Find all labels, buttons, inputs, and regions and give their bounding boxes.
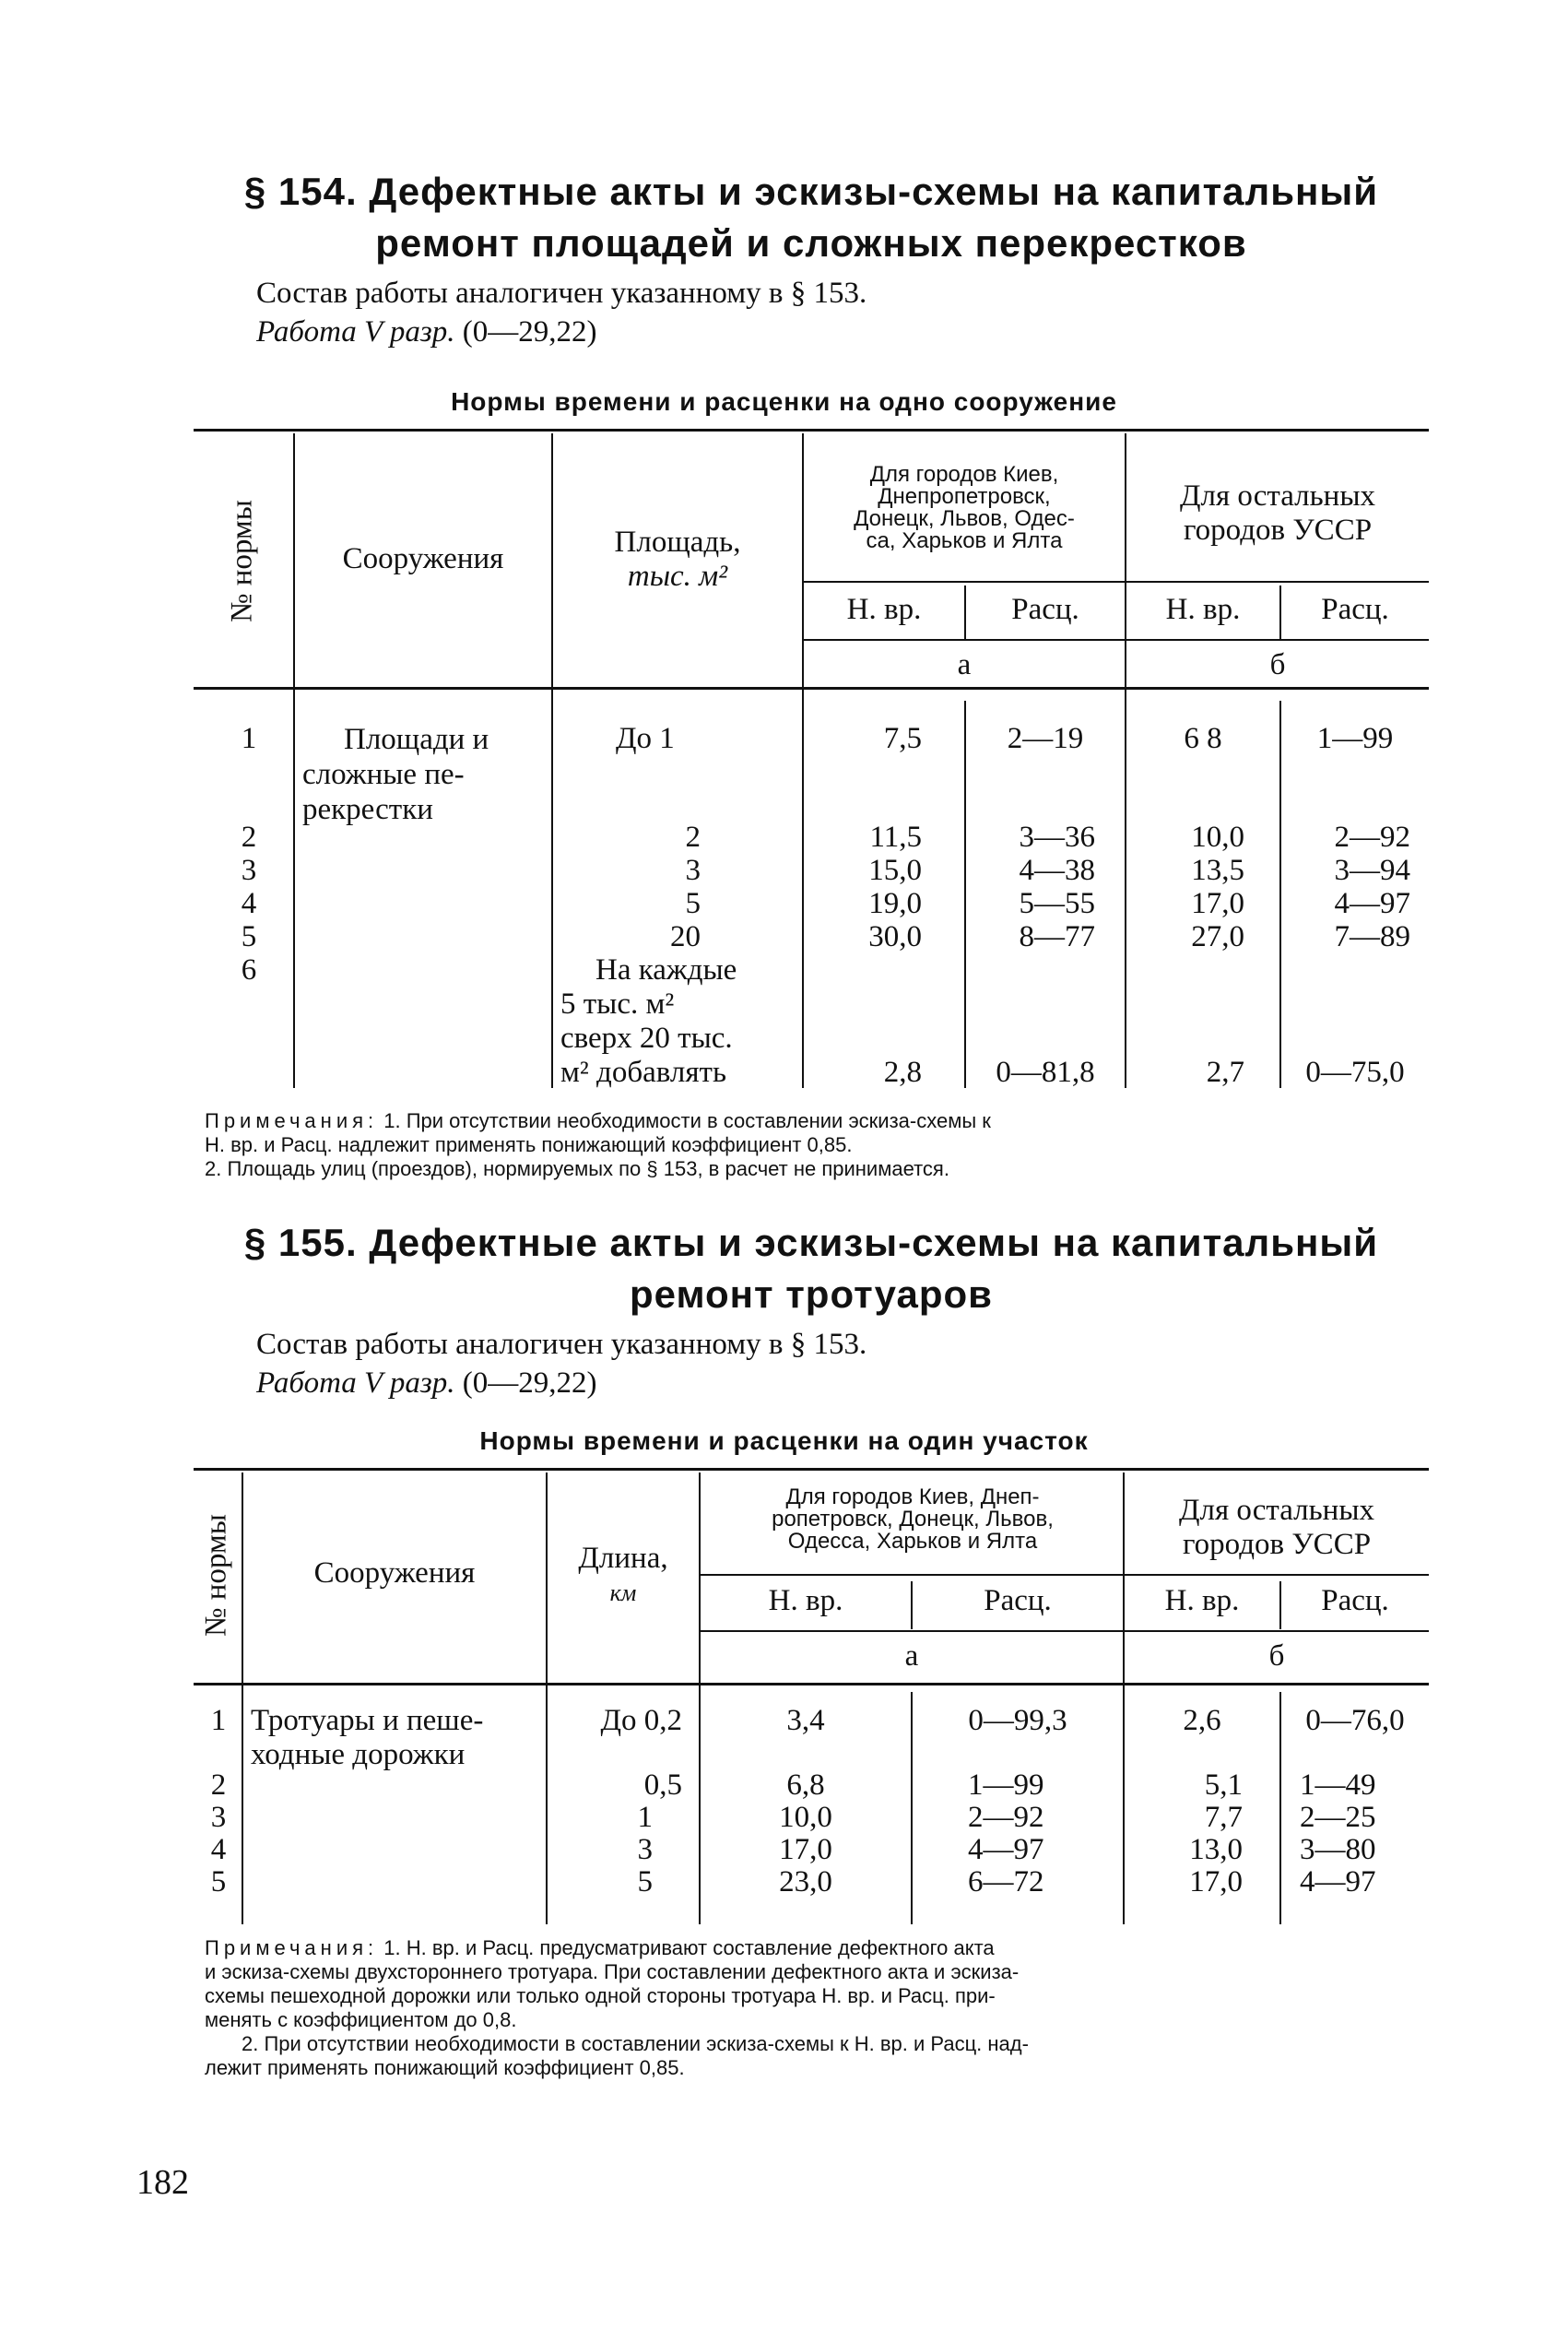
section-154-notes (205, 1109, 1431, 1181)
table-cell-b-rate: 1—49 (1300, 1768, 1376, 1802)
header-b-rate: Расц. (1321, 1584, 1389, 1617)
structure-line: Площади и (344, 723, 489, 756)
table-cell-length: 0,5 (643, 1768, 682, 1802)
page-number: 182 (136, 2163, 189, 2202)
work-rate: (0—29,22) (462, 315, 597, 349)
table-cell-b-time: 6 8 (1184, 722, 1222, 755)
header-b-time: Н. вр. (1165, 593, 1241, 626)
table-cell-a-time: 15,0 (868, 854, 922, 887)
group-b-line: Для остальных (1180, 479, 1375, 513)
group-a-line: Днепропетровск, (878, 484, 1051, 509)
table-155-caption: Нормы времени и расценки на один участок (479, 1426, 1089, 1455)
table-cell-b-rate: 7—89 (1334, 920, 1410, 953)
table-cell-a-time: 3,4 (786, 1704, 825, 1737)
area-line: сверх 20 тыс. (560, 1022, 733, 1055)
table-cell-b-rate: 4—97 (1300, 1865, 1376, 1898)
note-text: 1. Н. вр. и Расц. предусматривают составление дефектного акта (383, 1936, 995, 1959)
structure-line: ходные дорожки (251, 1738, 466, 1771)
notes-prefix: Примечания: (205, 1109, 379, 1132)
header-length (548, 1542, 699, 1610)
table-cell-a-time: 30,0 (868, 920, 922, 953)
header-a-rate: Расц. (984, 1584, 1052, 1617)
table-cell-b-time: 10,0 (1191, 821, 1244, 854)
table-cell-a-rate: 2—19 (1007, 722, 1084, 755)
table-cell-norm: 4 (241, 887, 257, 920)
table-cell-a-time: 17,0 (779, 1833, 832, 1866)
table-cell-area: 5 (685, 887, 701, 920)
group-a-line: ропетровск, Донецк, Львов, (772, 1507, 1054, 1532)
work-grade: Работа V разр. (256, 1366, 455, 1400)
table-cell-b-time: 2,7 (1206, 1056, 1244, 1089)
table-cell-area: 20 (670, 920, 701, 953)
table-cell-a-rate: 5—55 (1019, 887, 1095, 920)
table-cell-a-rate: 8—77 (1019, 920, 1095, 953)
note-line: 2. При отсутствии необходимости в составлении эскиза-схемы к Н. вр. и Расц. над- (242, 2032, 1029, 2055)
intro-text: Состав работы аналогичен указанному в § 153. (256, 277, 867, 310)
header-b-rate: Расц. (1321, 593, 1389, 626)
table-cell-b-rate: 0—76,0 (1305, 1704, 1405, 1737)
table-cell-b-time: 27,0 (1191, 920, 1244, 953)
table-cell-b-time: 17,0 (1189, 1865, 1243, 1898)
table-cell-length: 3 (637, 1833, 653, 1866)
header-structure: Сооружения (342, 542, 504, 575)
table-cell-a-rate: 2—92 (968, 1801, 1044, 1834)
note-line: схемы пешеходной дорожки или только одной стороны тротуара Н. вр. и Расц. при- (205, 1984, 996, 2007)
work-grade: Работа V разр. (256, 315, 455, 349)
header-col-a: а (957, 648, 972, 681)
table-cell-area: 2 (685, 821, 701, 854)
table-cell-a-time: 6,8 (786, 1768, 825, 1802)
table-154-caption: Нормы времени и расценки на одно сооружение (451, 387, 1117, 416)
table-cell-a-time: 7,5 (883, 722, 922, 755)
table-cell-length: До 0,2 (600, 1704, 682, 1737)
header-a-time: Н. вр. (846, 593, 922, 626)
table-cell-b-rate: 2—92 (1334, 821, 1410, 854)
table-cell-norm: 1 (241, 722, 257, 755)
table-cell-norm: 1 (210, 1704, 227, 1737)
structure-line: Тротуары и пеше- (251, 1704, 484, 1737)
section-154-title-line1: § 154. Дефектные акты и эскизы-схемы на капитальный (243, 170, 1379, 213)
section-155-title (212, 1217, 1410, 1320)
section-155-title-line2: ремонт тротуаров (630, 1272, 993, 1316)
structure-cell (302, 722, 549, 827)
table-cell-b-rate: 3—80 (1300, 1833, 1376, 1866)
group-b-line: Для остальных (1179, 1494, 1374, 1527)
group-a-line: Для городов Киев, (869, 462, 1059, 487)
table-cell-a-time: 10,0 (779, 1801, 832, 1834)
table-cell-a-time: 19,0 (868, 887, 922, 920)
section-154-title (212, 166, 1410, 269)
header-col-b: б (1268, 1639, 1285, 1673)
table-cell-a-rate: 6—72 (968, 1865, 1044, 1898)
header-a-time: Н. вр. (768, 1584, 843, 1617)
header-area-unit: тыс. м² (627, 560, 728, 593)
group-a-line: Для городов Киев, Днеп- (785, 1484, 1040, 1509)
section-154-title-line2: ремонт площадей и сложных перекрестков (375, 221, 1247, 265)
table-cell-area (560, 953, 802, 1090)
note-line: и эскиза-схемы двухстороннего тротуара. При составлении дефектного акта и эскиза- (205, 1960, 1020, 1983)
work-line (256, 1364, 867, 1402)
structure-line: сложные пе- (302, 758, 465, 791)
section-155-title-line1: § 155. Дефектные акты и эскизы-схемы на капитальный (243, 1221, 1379, 1264)
table-cell-b-time: 5,1 (1204, 1768, 1243, 1802)
intro-text: Состав работы аналогичен указанному в § 153. (256, 1328, 867, 1361)
note-line: 2. Площадь улиц (проездов), нормируемых по § 153, в расчет не принимается. (205, 1157, 949, 1180)
table-cell-length: 1 (637, 1801, 653, 1834)
table-cell-a-time: 2,8 (883, 1056, 922, 1089)
work-rate: (0—29,22) (462, 1366, 597, 1400)
group-b-line: городов УССР (1183, 514, 1373, 547)
header-a-rate: Расц. (1011, 593, 1079, 626)
header-group-b (1125, 1494, 1429, 1562)
header-group-a (804, 464, 1125, 552)
table-cell-area: До 1 (616, 722, 675, 755)
table-cell-a-rate: 0—99,3 (968, 1704, 1067, 1737)
table-cell-norm: 3 (210, 1801, 227, 1834)
table-cell-length: 5 (637, 1865, 653, 1898)
table-cell-b-time: 2,6 (1183, 1704, 1221, 1737)
header-area-label: Площадь, (614, 526, 741, 559)
table-cell-a-time: 11,5 (869, 821, 922, 854)
header-b-time: Н. вр. (1164, 1584, 1240, 1617)
area-line: На каждые (595, 953, 737, 987)
section-155-notes (205, 1936, 1431, 2080)
table-cell-b-rate: 4—97 (1334, 887, 1410, 920)
header-norm-no: № нормы (225, 500, 259, 622)
area-line: м² добавлять (560, 1056, 727, 1089)
group-a-line: Донецк, Львов, Одес- (854, 506, 1075, 531)
table-cell-norm: 5 (241, 920, 257, 953)
header-length-unit: км (609, 1579, 637, 1606)
table-cell-b-time: 13,0 (1189, 1833, 1243, 1866)
table-cell-b-rate: 1—99 (1316, 722, 1394, 755)
table-cell-norm: 3 (241, 854, 257, 887)
header-group-a (702, 1486, 1123, 1553)
table-cell-a-rate: 3—36 (1019, 821, 1095, 854)
table-cell-a-time: 23,0 (779, 1865, 832, 1898)
header-structure: Сооружения (313, 1556, 476, 1590)
header-length-label: Длина, (578, 1542, 668, 1575)
section-154-intro (256, 274, 867, 351)
header-norm-no: № нормы (199, 1514, 233, 1637)
table-cell-area: 3 (685, 854, 701, 887)
table-cell-a-rate: 1—99 (968, 1768, 1044, 1802)
table-cell-a-rate: 4—38 (1019, 854, 1095, 887)
table-cell-a-rate: 0—81,8 (996, 1056, 1095, 1089)
table-cell-norm: 4 (210, 1833, 227, 1866)
table-cell-b-time: 17,0 (1191, 887, 1244, 920)
note-line (205, 1109, 1431, 1133)
note-line: менять с коэффициентом до 0,8. (205, 2008, 517, 2031)
structure-line: рекрестки (302, 793, 433, 826)
note-line: Н. вр. и Расц. надлежит применять понижающий коэффициент 0,85. (205, 1133, 853, 1156)
header-area (553, 526, 802, 594)
table-cell-norm: 6 (241, 953, 257, 987)
header-col-b: б (1269, 648, 1286, 681)
work-line (256, 313, 867, 351)
notes-prefix: Примечания: (205, 1936, 379, 1959)
structure-cell (251, 1704, 546, 1772)
table-cell-b-time: 7,7 (1204, 1801, 1243, 1834)
group-b-line: городов УССР (1182, 1528, 1372, 1561)
header-col-a: а (904, 1639, 919, 1673)
note-line: лежит применять понижающий коэффициент 0,85. (205, 2056, 685, 2079)
table-cell-b-rate: 0—75,0 (1305, 1056, 1405, 1089)
table-cell-b-time: 13,5 (1191, 854, 1244, 887)
group-a-line: са, Харьков и Ялта (866, 528, 1063, 553)
table-cell-norm: 2 (241, 821, 257, 854)
group-a-line: Одесса, Харьков и Ялта (787, 1529, 1038, 1554)
area-line: 5 тыс. м² (560, 988, 675, 1021)
header-group-b (1126, 479, 1429, 548)
note-text: 1. При отсутствии необходимости в составлении эскиза-схемы к (383, 1109, 991, 1132)
table-cell-b-rate: 3—94 (1334, 854, 1410, 887)
section-155-intro (256, 1325, 867, 1402)
table-cell-b-rate: 2—25 (1300, 1801, 1376, 1834)
table-cell-norm: 2 (210, 1768, 227, 1802)
note-line (205, 1936, 1431, 1960)
table-cell-norm: 5 (210, 1865, 227, 1898)
table-cell-a-rate: 4—97 (968, 1833, 1044, 1866)
